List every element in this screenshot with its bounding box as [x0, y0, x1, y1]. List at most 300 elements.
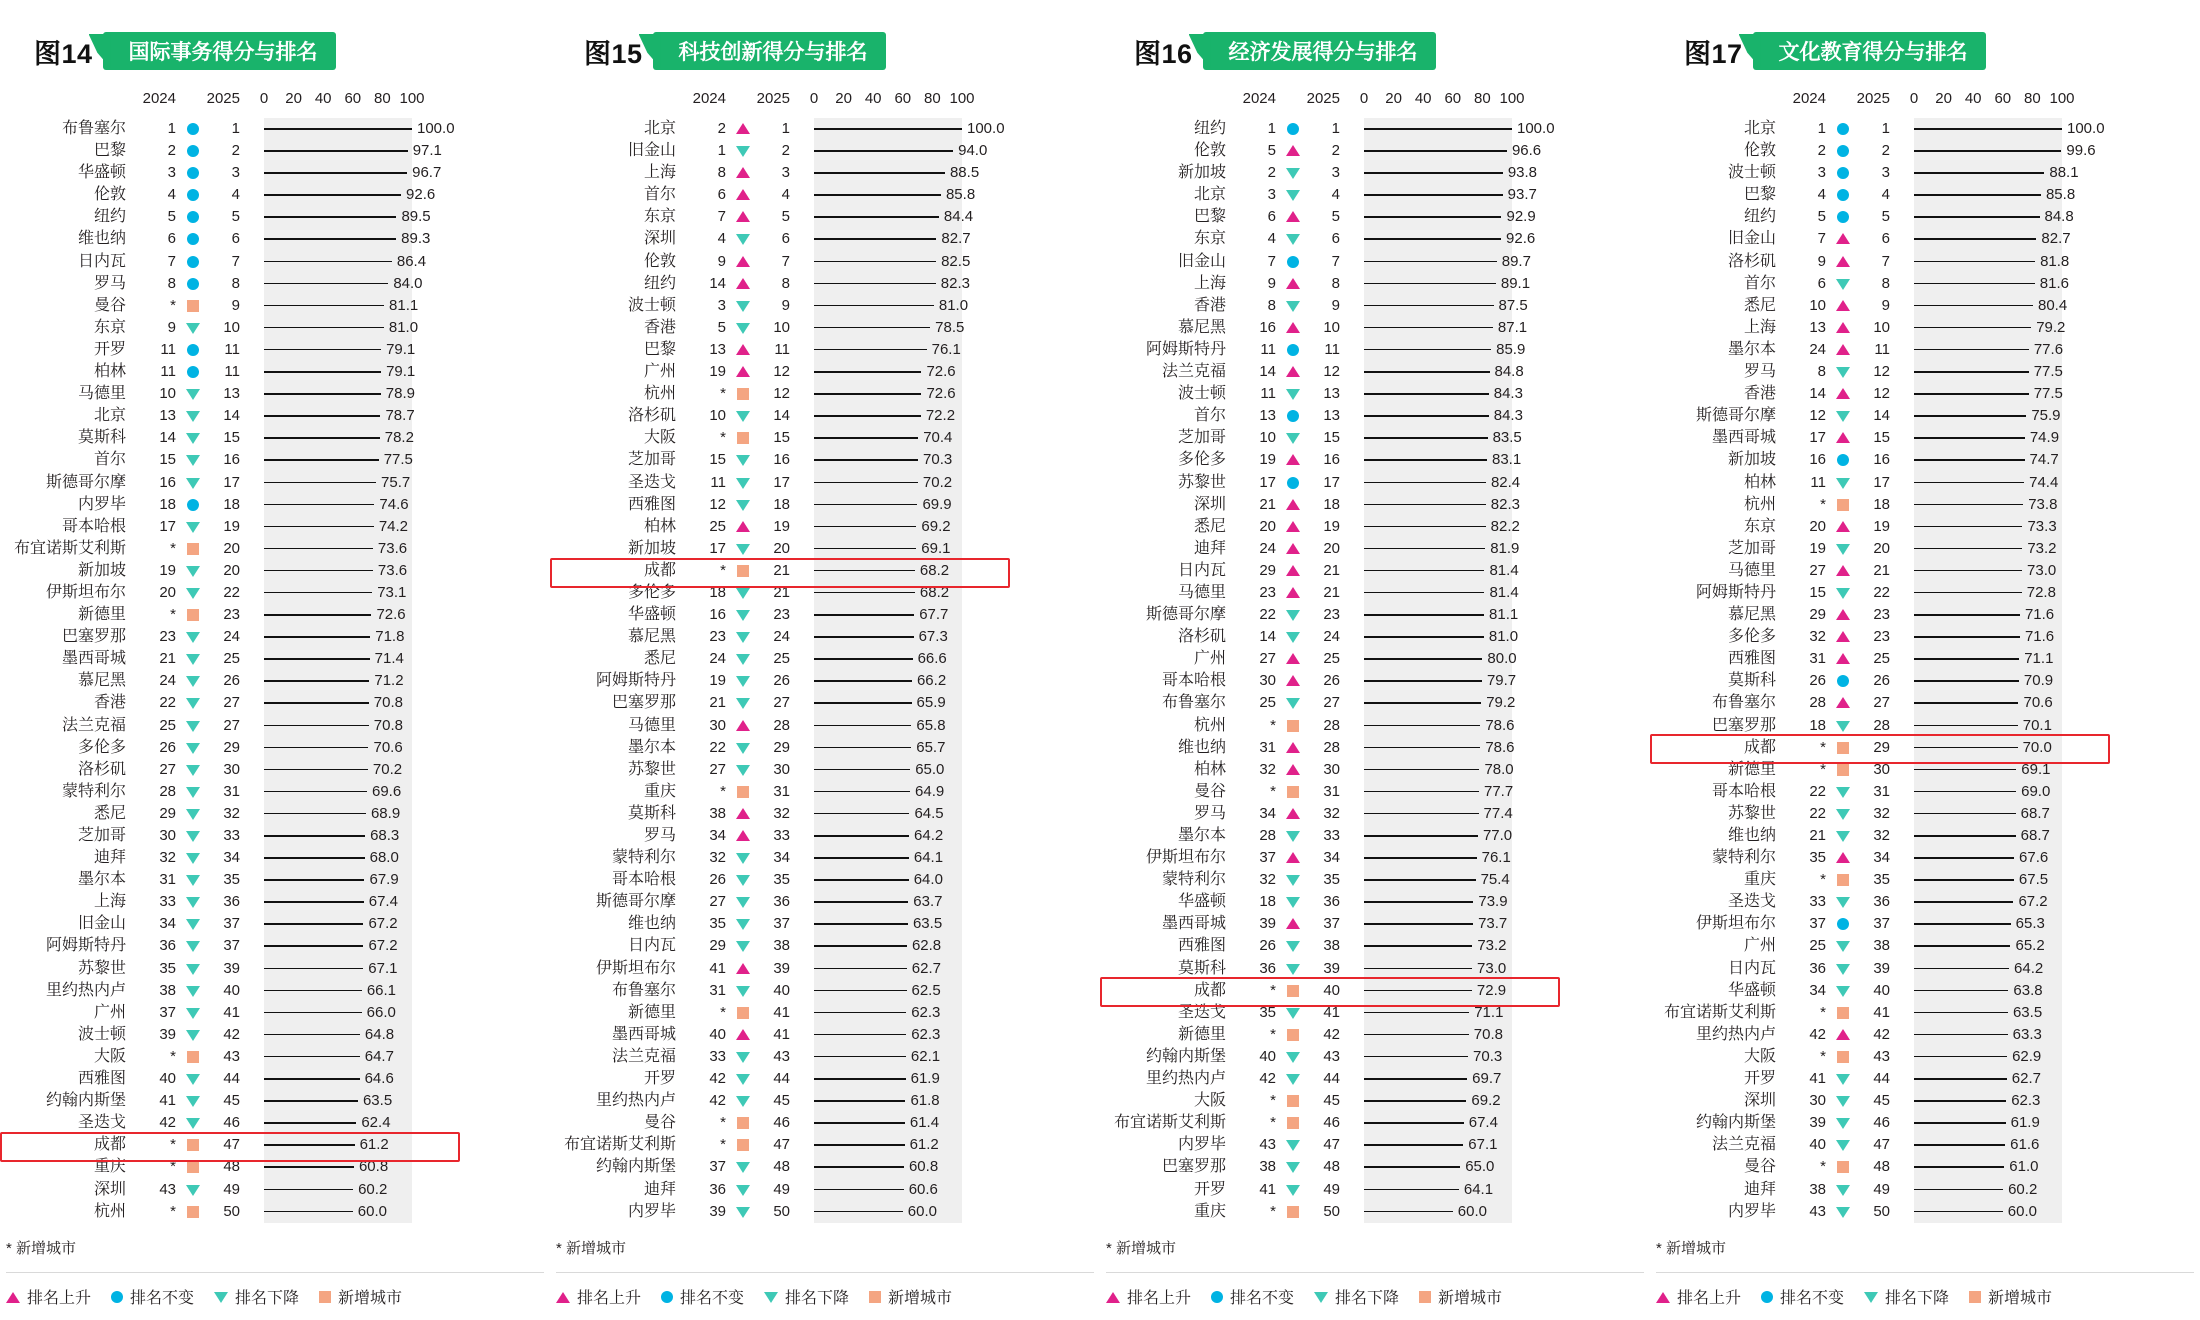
- triangle-down-icon: [1832, 1183, 1854, 1197]
- rank-2025: 3: [231, 164, 240, 182]
- table-row: [556, 118, 1094, 140]
- rank-2024: 40: [709, 1025, 726, 1043]
- table-row: [556, 251, 1094, 273]
- triangle-down-icon: [1832, 962, 1854, 976]
- score-bar: [1914, 1211, 2003, 1213]
- score-value: 70.8: [373, 716, 403, 734]
- rank-2024: 8: [167, 274, 176, 292]
- city-name: 波士顿: [77, 1025, 126, 1043]
- rank-2025: 50: [223, 1202, 240, 1220]
- score-value: 63.7: [913, 893, 943, 911]
- table-row: [556, 582, 1094, 604]
- table-row: [556, 1112, 1094, 1134]
- rank-2024: *: [1820, 738, 1826, 756]
- triangle-down-icon: [732, 476, 754, 490]
- table-row: [1656, 803, 2194, 825]
- rank-2024: 36: [709, 1180, 726, 1198]
- city-name: 上海: [1193, 274, 1226, 292]
- triangle-up-icon: [1282, 498, 1304, 512]
- score-value: 73.1: [377, 583, 407, 601]
- table-row: [1656, 626, 2194, 648]
- rank-2025: 34: [1323, 849, 1340, 867]
- city-name: 波士顿: [1177, 385, 1226, 403]
- score-value: 64.7: [364, 1047, 394, 1065]
- triangle-up-icon: [732, 520, 754, 534]
- score-bar: [1364, 261, 1497, 263]
- score-bar: [1364, 283, 1496, 285]
- city-name: 莫斯科: [1727, 672, 1776, 690]
- rank-2025: 8: [781, 274, 790, 292]
- score-value: 64.6: [364, 1070, 394, 1088]
- rank-2025: 40: [773, 981, 790, 999]
- circle-icon: [1832, 674, 1854, 688]
- score-bar: [264, 725, 369, 727]
- chart-rows: [1656, 118, 2194, 1223]
- rank-2024: 15: [1809, 583, 1826, 601]
- table-row: [556, 427, 1094, 449]
- triangle-down-icon: [182, 453, 204, 467]
- score-value: 81.1: [1489, 606, 1519, 624]
- table-row: [1656, 670, 2194, 692]
- score-bar: [814, 990, 907, 992]
- city-name: 杭州: [1743, 495, 1776, 513]
- score-bar: [264, 769, 368, 771]
- rank-2025: 10: [223, 318, 240, 336]
- rank-2025: 28: [1323, 716, 1340, 734]
- rank-2024: 19: [1259, 451, 1276, 469]
- rank-2025: 7: [1881, 252, 1890, 270]
- table-row: [6, 339, 544, 361]
- city-name: 波士顿: [627, 296, 676, 314]
- rank-2025: 15: [223, 429, 240, 447]
- score-bar: [1364, 1144, 1463, 1146]
- table-row: [1656, 538, 2194, 560]
- rank-2024: 13: [1809, 318, 1826, 336]
- triangle-down-icon: [1832, 409, 1854, 423]
- rank-2025: 3: [1331, 164, 1340, 182]
- rank-2024: 7: [1267, 252, 1276, 270]
- score-value: 62.3: [911, 1025, 941, 1043]
- city-name: 约翰内斯堡: [1695, 1114, 1776, 1132]
- score-value: 77.5: [2033, 385, 2063, 403]
- rank-2024: 20: [1809, 517, 1826, 535]
- rank-2025: 23: [1873, 628, 1890, 646]
- score-bar: [1364, 349, 1491, 351]
- score-bar: [1914, 680, 2019, 682]
- rank-2025: 15: [1873, 429, 1890, 447]
- table-row: [1106, 825, 1644, 847]
- rank-2024: 34: [159, 915, 176, 933]
- score-value: 82.7: [941, 230, 971, 248]
- table-row: [1656, 958, 2194, 980]
- axis-tick: 40: [864, 90, 882, 107]
- table-row: [1106, 162, 1644, 184]
- score-value: 89.1: [1500, 274, 1531, 292]
- city-name: 成都: [1193, 981, 1226, 999]
- rank-2024: 33: [1809, 893, 1826, 911]
- city-name: 日内瓦: [77, 252, 126, 270]
- triangle-down-icon: [1832, 1072, 1854, 1086]
- score-value: 81.1: [389, 296, 419, 314]
- rank-2024: 31: [1809, 650, 1826, 668]
- table-row: [1106, 1002, 1644, 1024]
- rank-2024: 14: [1259, 628, 1276, 646]
- triangle-down-icon: [732, 917, 754, 931]
- rank-2025: 48: [773, 1158, 790, 1176]
- chart-header: [6, 90, 544, 118]
- square-icon: [1282, 1028, 1304, 1042]
- square-icon: [182, 1205, 204, 1219]
- panel-fig15: [550, 0, 1100, 1320]
- city-name: 慕尼黑: [77, 672, 126, 690]
- table-row: [1656, 759, 2194, 781]
- table-row: [556, 339, 1094, 361]
- table-row: [556, 958, 1094, 980]
- rank-2025: 45: [223, 1092, 240, 1110]
- rank-2025: 47: [1323, 1136, 1340, 1154]
- score-bar: [1914, 835, 2016, 837]
- square-icon: [1832, 1160, 1854, 1174]
- score-value: 65.8: [916, 716, 946, 734]
- score-value: 64.1: [913, 849, 944, 867]
- triangle-up-icon: [1832, 1028, 1854, 1042]
- table-row: [1656, 692, 2194, 714]
- axis-tick: 60: [1994, 90, 2012, 107]
- triangle-up-icon: [1832, 255, 1854, 269]
- axis-tick: 80: [2024, 90, 2041, 107]
- city-name: 西雅图: [627, 495, 676, 513]
- rank-2024: 42: [709, 1070, 726, 1088]
- triangle-down-icon: [1832, 895, 1854, 909]
- rank-2025: 2: [1331, 142, 1340, 160]
- table-row: [1106, 670, 1644, 692]
- rank-2024: 26: [1259, 937, 1276, 955]
- score-bar: [1914, 1012, 2008, 1014]
- rank-2024: 1: [717, 142, 726, 160]
- rank-2025: 34: [773, 849, 790, 867]
- figure-title: [1684, 28, 2194, 74]
- table-row: [6, 1046, 544, 1068]
- score-bar: [1364, 901, 1473, 903]
- score-bar: [814, 857, 909, 859]
- triangle-down-icon: [1832, 365, 1854, 379]
- city-name: 华盛顿: [627, 606, 676, 624]
- score-value: 84.0: [393, 274, 423, 292]
- table-row: [1106, 958, 1644, 980]
- city-name: 维也纳: [77, 230, 126, 248]
- score-bar: [814, 614, 914, 616]
- rank-2024: 42: [159, 1114, 176, 1132]
- legend-item: [869, 1285, 952, 1308]
- triangle-down-icon: [1832, 277, 1854, 291]
- table-row: [6, 228, 544, 250]
- score-bar: [1914, 769, 2016, 771]
- rank-2024: 40: [1259, 1047, 1276, 1065]
- triangle-down-icon: [182, 652, 204, 666]
- city-name: 斯德哥尔摩: [45, 473, 126, 491]
- x-axis-ticks: [1909, 90, 2194, 118]
- score-bar: [1914, 1189, 2003, 1191]
- score-value: 69.9: [922, 495, 952, 513]
- axis-tick: 40: [1414, 90, 1432, 107]
- triangle-down-icon: [182, 895, 204, 909]
- table-row: [1106, 781, 1644, 803]
- rank-2024: 33: [709, 1047, 726, 1065]
- circle-icon: [1282, 122, 1304, 136]
- score-value: 78.2: [384, 429, 414, 447]
- score-bar: [264, 504, 374, 506]
- score-bar: [264, 194, 401, 196]
- city-name: 香港: [643, 318, 676, 336]
- score-value: 67.6: [2019, 849, 2049, 867]
- table-row: [1106, 361, 1644, 383]
- rank-2024: 9: [167, 318, 176, 336]
- axis-tick: 80: [924, 90, 941, 107]
- rank-2025: 24: [223, 628, 240, 646]
- score-bar: [1914, 1034, 2008, 1036]
- rank-2025: 44: [773, 1070, 790, 1088]
- table-row: [556, 648, 1094, 670]
- square-icon: [869, 1290, 881, 1303]
- score-bar: [264, 150, 408, 152]
- table-row: [1106, 494, 1644, 516]
- score-value: 61.6: [2010, 1136, 2040, 1154]
- score-value: 85.8: [2045, 186, 2076, 204]
- table-row: [1656, 604, 2194, 626]
- triangle-down-icon: [1282, 1183, 1304, 1197]
- score-bar: [264, 1078, 360, 1080]
- city-name: 布宜诺斯艾利斯: [563, 1136, 676, 1154]
- city-name: 悉尼: [93, 804, 126, 822]
- legend-item: [6, 1285, 91, 1308]
- triangle-down-icon: [732, 696, 754, 710]
- rank-2024: 40: [159, 1070, 176, 1088]
- square-icon: [1832, 1006, 1854, 1020]
- score-bar: [1914, 305, 2033, 307]
- score-bar: [1364, 216, 1501, 218]
- triangle-down-icon: [1282, 299, 1304, 313]
- triangle-down-icon: [764, 1290, 778, 1303]
- score-bar: [264, 835, 365, 837]
- score-bar: [1914, 172, 2044, 174]
- table-row: [6, 670, 544, 692]
- score-value: 88.5: [949, 164, 980, 182]
- score-value: 93.7: [1507, 186, 1537, 204]
- rank-2024: 25: [709, 517, 726, 535]
- score-value: 68.7: [2020, 804, 2050, 822]
- rank-2025: 6: [1331, 230, 1340, 248]
- rank-2025: 37: [223, 937, 240, 955]
- legend: [1106, 1272, 1644, 1308]
- rank-2025: 15: [773, 429, 790, 447]
- triangle-down-icon: [732, 630, 754, 644]
- triangle-down-icon: [1832, 785, 1854, 799]
- table-row: [556, 1068, 1094, 1090]
- rank-2024: 1: [1267, 120, 1276, 137]
- table-row: [6, 405, 544, 427]
- table-row: [556, 1179, 1094, 1201]
- score-bar: [264, 1100, 358, 1102]
- score-bar: [1364, 150, 1507, 152]
- table-row: [1656, 449, 2194, 471]
- rank-2024: 28: [1259, 827, 1276, 844]
- city-name: 重庆: [93, 1158, 126, 1176]
- score-value: 92.6: [1506, 230, 1536, 248]
- city-name: 首尔: [1193, 407, 1226, 425]
- rank-2025: 27: [1323, 694, 1340, 712]
- rank-2025: 26: [1323, 672, 1340, 690]
- score-value: 78.9: [385, 385, 415, 403]
- score-value: 73.8: [2028, 495, 2058, 513]
- triangle-up-icon: [1282, 652, 1304, 666]
- triangle-up-icon: [1282, 365, 1304, 379]
- score-value: 61.8: [910, 1092, 940, 1110]
- table-row: [6, 869, 544, 891]
- table-row: [6, 759, 544, 781]
- score-bar: [1914, 1144, 2005, 1146]
- rank-2024: 4: [167, 186, 176, 204]
- city-name: 慕尼黑: [1727, 606, 1776, 624]
- rank-2024: 41: [1259, 1180, 1276, 1198]
- score-bar: [814, 945, 907, 947]
- score-value: 65.2: [2015, 937, 2045, 955]
- rank-2024: *: [1820, 871, 1826, 889]
- city-name: 洛杉矶: [1727, 252, 1776, 270]
- rank-2025: 30: [773, 760, 790, 778]
- rank-2024: 28: [1809, 694, 1826, 712]
- score-bar: [814, 813, 909, 815]
- rank-2025: 41: [773, 1003, 790, 1021]
- city-name: 北京: [1193, 186, 1226, 204]
- score-bar: [1364, 968, 1472, 970]
- score-bar: [814, 548, 916, 550]
- score-value: 78.0: [1484, 760, 1514, 778]
- circle-icon: [1282, 343, 1304, 357]
- city-name: 罗马: [643, 827, 676, 844]
- triangle-down-icon: [1282, 188, 1304, 202]
- city-name: 悉尼: [643, 650, 676, 668]
- score-bar: [264, 459, 379, 461]
- rank-2024: 12: [709, 495, 726, 513]
- city-name: 上海: [1743, 318, 1776, 336]
- score-bar: [814, 835, 909, 837]
- score-bar: [814, 128, 962, 130]
- rank-2024: 21: [1259, 495, 1276, 513]
- score-value: 78.6: [1485, 716, 1515, 734]
- score-bar: [814, 150, 953, 152]
- triangle-down-icon: [182, 387, 204, 401]
- table-row: [1656, 140, 2194, 162]
- table-row: [1106, 847, 1644, 869]
- table-row: [556, 825, 1094, 847]
- score-value: 62.7: [911, 959, 941, 977]
- rank-2025: 25: [223, 650, 240, 668]
- table-row: [1656, 1201, 2194, 1223]
- score-bar: [264, 216, 396, 218]
- rank-2025: 32: [773, 804, 790, 822]
- triangle-up-icon: [1656, 1291, 1670, 1303]
- city-name: 旧金山: [627, 142, 676, 160]
- score-value: 75.7: [381, 473, 411, 491]
- table-row: [1656, 339, 2194, 361]
- city-name: 深圳: [1743, 1092, 1776, 1110]
- circle-icon: [1282, 409, 1304, 423]
- legend-label: 排名上升: [27, 1290, 92, 1307]
- table-row: [1656, 361, 2194, 383]
- rank-2025: 12: [773, 363, 790, 381]
- city-name: 大阪: [93, 1047, 126, 1065]
- triangle-down-icon: [182, 962, 204, 976]
- triangle-down-icon: [1282, 895, 1304, 909]
- rank-2024: 27: [709, 760, 726, 778]
- rank-2024: 22: [1809, 804, 1826, 822]
- score-value: 68.7: [2020, 827, 2050, 844]
- score-bar: [814, 1078, 906, 1080]
- triangle-down-icon: [182, 1116, 204, 1130]
- city-name: 首尔: [1743, 274, 1776, 292]
- table-row: [1106, 1201, 1644, 1223]
- city-name: 杭州: [93, 1202, 126, 1220]
- rank-2025: 16: [773, 451, 790, 469]
- x-axis-ticks: [259, 90, 544, 118]
- rank-2024: 39: [709, 1202, 726, 1220]
- city-name: 深圳: [1193, 495, 1226, 513]
- table-row: [1656, 516, 2194, 538]
- city-name: 西雅图: [77, 1070, 126, 1088]
- rank-2025: 46: [223, 1114, 240, 1132]
- table-row: [556, 538, 1094, 560]
- city-name: 约翰内斯堡: [595, 1158, 676, 1176]
- score-value: 86.4: [396, 252, 427, 270]
- city-name: 伊斯坦布尔: [1695, 915, 1776, 933]
- city-name: 大阪: [643, 429, 676, 447]
- rank-2024: 39: [1259, 915, 1276, 933]
- table-row: [1656, 118, 2194, 140]
- city-name: 慕尼黑: [1177, 318, 1226, 336]
- score-bar: [1914, 791, 2016, 793]
- table-row: [556, 803, 1094, 825]
- triangle-down-icon: [732, 1072, 754, 1086]
- circle-icon: [182, 232, 204, 246]
- rank-2025: 24: [773, 628, 790, 646]
- rank-2025: 11: [1324, 340, 1340, 358]
- triangle-down-icon: [182, 321, 204, 335]
- city-name: 莫斯科: [1177, 959, 1226, 977]
- circle-icon: [1832, 166, 1854, 180]
- score-bar: [264, 1012, 362, 1014]
- city-name: 伦敦: [1193, 142, 1226, 160]
- city-name: 华盛顿: [77, 164, 126, 182]
- legend-label: 排名不变: [130, 1290, 195, 1307]
- city-name: 开罗: [643, 1070, 676, 1088]
- table-row: [6, 427, 544, 449]
- rank-2024: 30: [159, 827, 176, 844]
- score-value: 93.8: [1507, 164, 1538, 182]
- city-name: 广州: [93, 1003, 126, 1021]
- city-name: 曼谷: [1743, 1158, 1776, 1176]
- rank-2024: *: [170, 1136, 176, 1154]
- legend-item: [1969, 1285, 2052, 1308]
- score-bar: [264, 1034, 360, 1036]
- rank-2025: 29: [223, 738, 240, 756]
- rank-2025: 1: [1881, 120, 1890, 137]
- table-row: [6, 295, 544, 317]
- score-value: 73.0: [1477, 959, 1507, 977]
- rank-2025: 14: [1873, 407, 1890, 425]
- column-header-2024: 2024: [1242, 90, 1276, 107]
- city-name: 香港: [93, 694, 126, 712]
- rank-2025: 45: [1323, 1092, 1340, 1110]
